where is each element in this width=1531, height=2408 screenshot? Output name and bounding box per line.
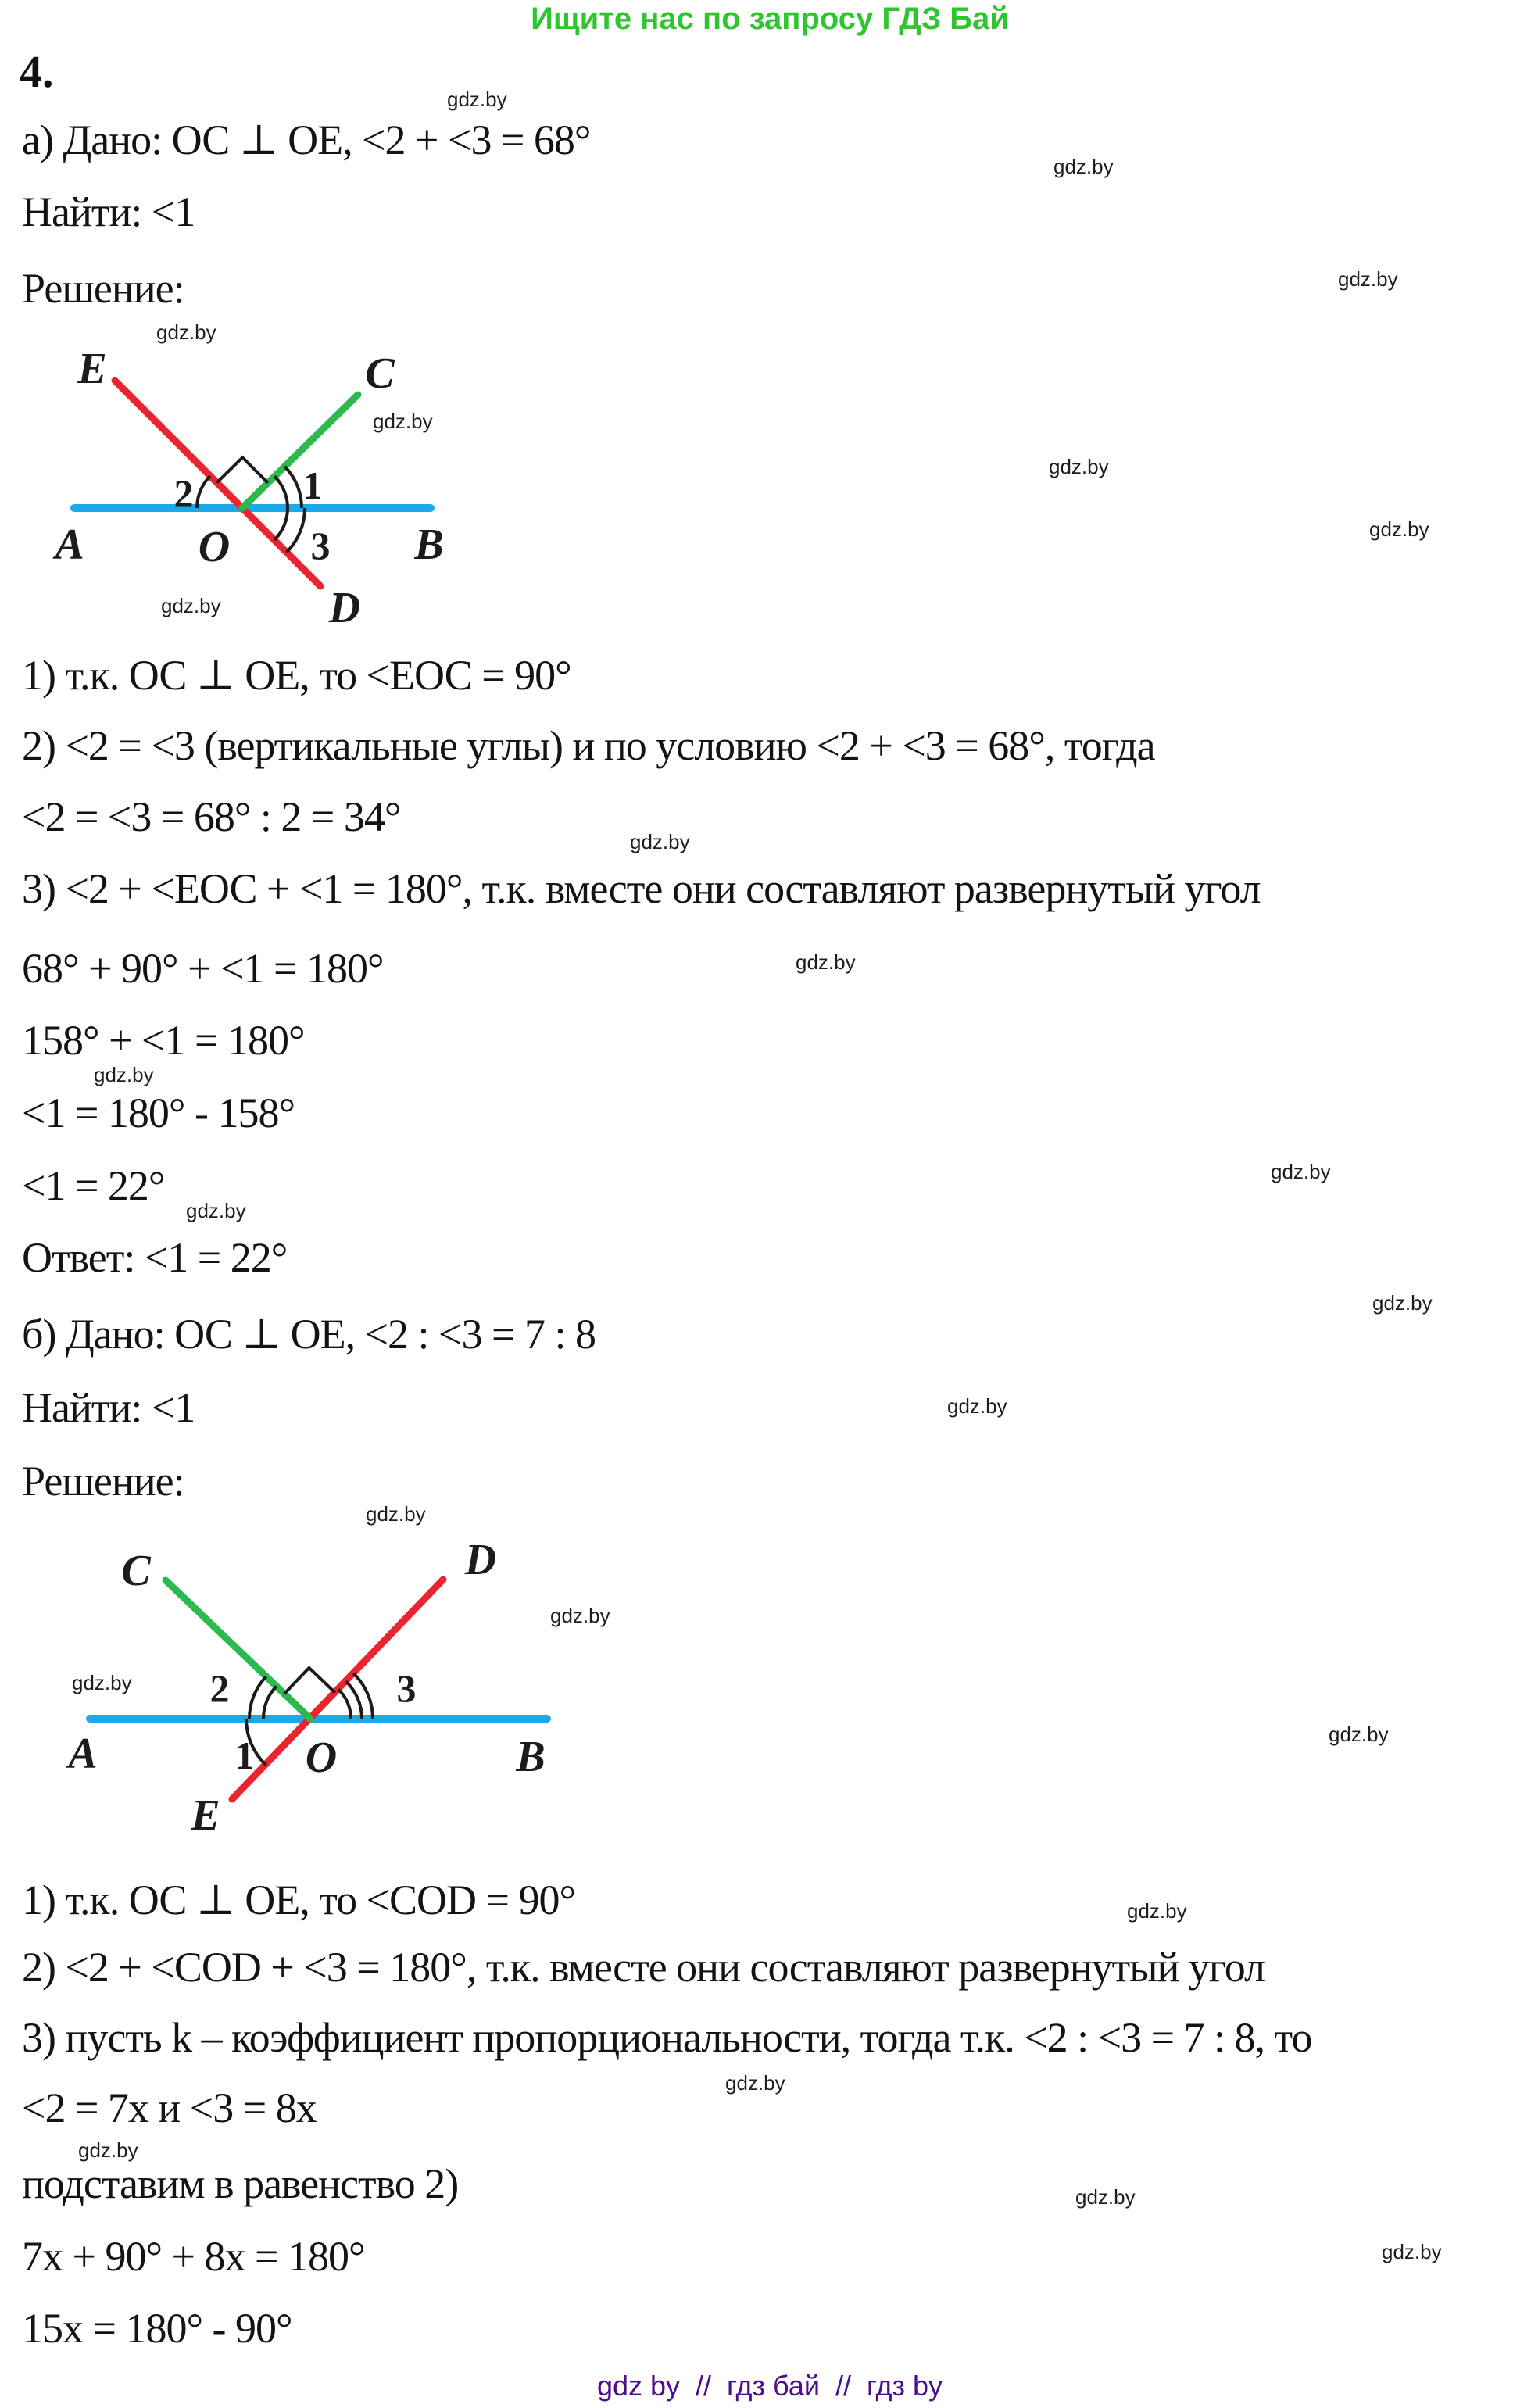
watermark: gdz.by (366, 1502, 426, 1526)
part-b-given: б) Дано: ОС ⊥ ОЕ, <2 : <3 = 7 : 8 (22, 1311, 596, 1358)
ray-oc (166, 1580, 310, 1719)
right-angle-mark (284, 1668, 335, 1694)
watermark: gdz.by (72, 1671, 132, 1694)
watermark: gdz.by (1271, 1160, 1331, 1183)
footer-watermark: gdz by // гдз бай // гдз by (596, 2370, 943, 2402)
label-o: O (305, 1734, 338, 1782)
solution-line: 68° + 90° + <1 = 180° (22, 945, 384, 992)
watermark: gdz.by (1369, 517, 1429, 541)
label-c: C (121, 1547, 151, 1595)
solution-line: 158° + <1 = 180° (22, 1017, 305, 1064)
label-o: O (198, 523, 231, 571)
angle2-arc (197, 476, 210, 508)
part-a-given: а) Дано: ОС ⊥ ОЕ, <2 + <3 = 68° (22, 116, 591, 163)
solution-line: 1) т.к. ОС ⊥ ОЕ, то <COD = 90° (22, 1877, 576, 1923)
part-b-solution-label: Решение: (22, 1458, 184, 1505)
solution-line: 2) <2 = <3 (вертикальные углы) и по условию <2 + <3 = 68°, тогда (22, 722, 1155, 769)
watermark: gdz.by (630, 830, 690, 853)
solution-line: 15x = 180° - 90° (22, 2305, 292, 2352)
label-a: A (68, 1730, 98, 1778)
watermark: gdz.by (1049, 455, 1109, 478)
part-a-find: Найти: <1 (22, 188, 195, 235)
watermark: gdz.by (725, 2071, 785, 2095)
solution-line: 3) пусть k – коэффициент пропорциональности, тогда т.к. <2 : <3 = 7 : 8, то (22, 2014, 1312, 2061)
solution-line: <1 = 22° (22, 1162, 165, 1209)
label-d: D (328, 584, 361, 632)
angle3-arc-1 (338, 1689, 351, 1719)
answer-line-a: Ответ: <1 = 22° (22, 1234, 288, 1281)
label-angle2: 2 (173, 471, 194, 515)
watermark: gdz.by (373, 410, 433, 433)
label-d: D (464, 1536, 497, 1584)
solution-line: 2) <2 + <COD + <3 = 180°, т.к. вместе они составляют развернутый угол (22, 1944, 1265, 1991)
label-c: C (365, 349, 395, 398)
watermark: gdz.by (186, 1199, 246, 1222)
solution-line: <1 = 180° - 158° (22, 1090, 295, 1136)
solution-line: 1) т.к. ОС ⊥ ОЕ, то <ЕОС = 90° (22, 652, 571, 699)
label-angle1: 1 (234, 1734, 255, 1777)
watermark: gdz.by (156, 320, 216, 344)
label-angle3: 3 (396, 1666, 417, 1710)
solution-line: 7x + 90° + 8x = 180° (22, 2233, 365, 2280)
promo-banner: Ищите нас по запросу ГДЗ Бай (531, 2, 1009, 36)
diagram-a (47, 344, 469, 641)
watermark: gdz.by (1053, 155, 1114, 178)
angle3-arc-2 (346, 1681, 362, 1719)
solution-line: подставим в равенство 2) (22, 2160, 459, 2207)
watermark: gdz.by (550, 1604, 610, 1627)
solution-line: <2 = 7x и <3 = 8x (22, 2084, 317, 2131)
label-angle2: 2 (209, 1666, 230, 1710)
watermark: gdz.by (78, 2138, 138, 2162)
angle3-arc-inner (274, 508, 288, 540)
label-a: A (55, 521, 84, 569)
angle1-arc-inner (274, 476, 288, 508)
part-b-find: Найти: <1 (22, 1384, 195, 1431)
label-angle1: 1 (302, 463, 323, 507)
watermark: gdz.by (161, 594, 221, 617)
angle3-arc-outer (287, 508, 305, 553)
label-e: E (191, 1791, 220, 1840)
label-b: B (516, 1733, 546, 1781)
solution-line: <2 = <3 = 68° : 2 = 34° (22, 793, 401, 840)
problem-number: 4. (20, 46, 54, 97)
angle2-arc-inner (263, 1687, 277, 1719)
watermark: gdz.by (1127, 1899, 1187, 1923)
label-e: E (77, 345, 107, 393)
label-b: B (414, 521, 444, 569)
watermark: gdz.by (1329, 1723, 1389, 1746)
right-angle-mark (217, 457, 268, 483)
solution-line: 3) <2 + <ЕОС + <1 = 180°, т.к. вместе они составляют развернутый угол (22, 865, 1261, 912)
watermark: gdz.by (796, 950, 856, 974)
watermark: gdz.by (1075, 2185, 1136, 2209)
watermark: gdz.by (94, 1063, 154, 1086)
watermark: gdz.by (947, 1394, 1007, 1418)
watermark: gdz.by (1382, 2240, 1442, 2263)
watermark: gdz.by (447, 88, 507, 111)
label-angle3: 3 (310, 524, 331, 567)
part-a-solution-label: Решение: (22, 265, 184, 312)
watermark: gdz.by (1372, 1291, 1433, 1315)
watermark: gdz.by (1338, 267, 1398, 291)
